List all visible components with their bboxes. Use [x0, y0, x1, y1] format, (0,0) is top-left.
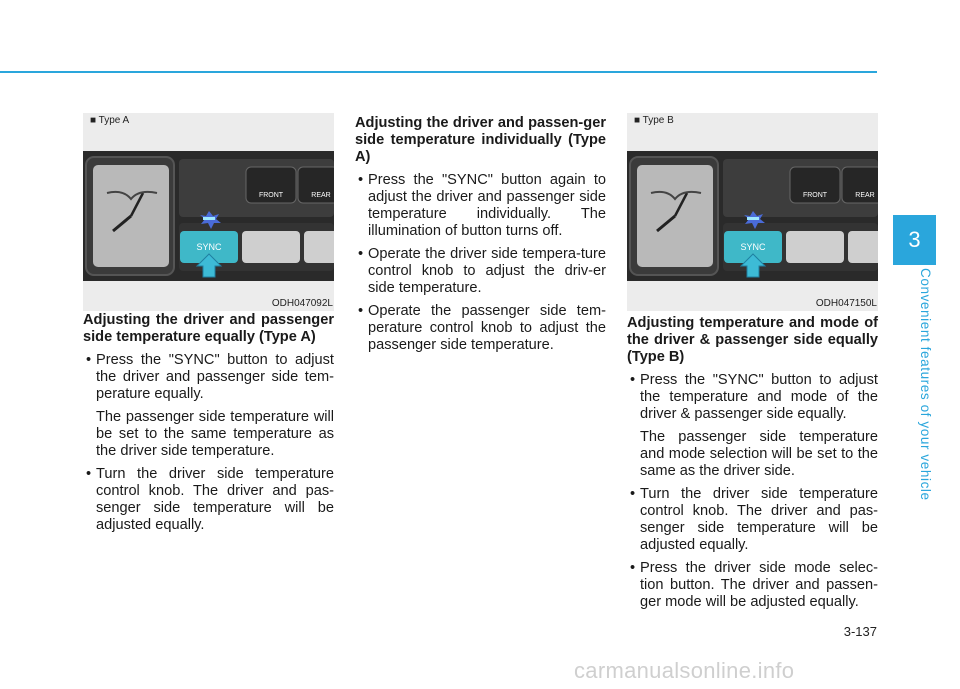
section-heading: Adjusting the driver and passenger side temperature equally (Type A): [83, 312, 334, 345]
climate-panel-illustration-b: [627, 113, 878, 311]
header-rule: [0, 71, 877, 73]
instruction-note: The passenger side temperature will be set to the same temperature as the driver side temperature.: [96, 409, 334, 459]
watermark: carmanualsonline.info: [574, 658, 795, 683]
list-item: [355, 172, 606, 240]
list-item: [83, 466, 334, 534]
section-individual-type-a: [355, 115, 606, 360]
chapter-title-text: Convenient features of your vehicle: [918, 268, 933, 501]
list-item: [627, 486, 878, 554]
section-heading: Adjusting the driver and passen-ger side temperature individually (Type A): [355, 115, 606, 165]
instruction-list: [355, 172, 606, 354]
front-defrost-label: FRONT: [258, 192, 284, 199]
figure-type-label: ■ Type A: [90, 115, 130, 126]
list-item: [627, 372, 878, 480]
list-item: [355, 246, 606, 297]
instruction-text: • Turn the driver side temperature control knob. The driver and pas-senger side temperature will be adjusted equally.: [96, 466, 334, 533]
instruction-text: • Press the "SYNC" button again to adjust the driver and passenger side temperature individually. The illumination of button turns off.: [368, 172, 606, 239]
instruction-note: The passenger side temperature and mode selection will be set to the same as the driver side.: [640, 429, 878, 479]
rear-defrost-label: REAR: [855, 192, 875, 199]
instruction-text: • Press the "SYNC" button to adjust the temperature and mode of the driver & passenger side equally.: [640, 372, 878, 422]
instruction-list: [627, 372, 878, 611]
instruction-text: • Turn the driver side temperature control knob. The driver and pas-senger side temperature will be adjusted equally.: [640, 486, 878, 553]
instruction-text: • Operate the driver side tempera-ture control knob to adjust the driv-er side temperature.: [368, 246, 606, 296]
list-item: [83, 352, 334, 460]
page-number: 3-137: [843, 624, 877, 639]
instruction-text: • Press the driver side mode selec-tion button. The driver and passen-ger mode will be adjusted equally.: [640, 560, 878, 610]
figure-code: ODH047092L: [271, 298, 333, 309]
section-heading: Adjusting temperature and mode of the driver & passenger side equally (Type B): [627, 315, 878, 365]
climate-panel-illustration-a: [83, 113, 334, 311]
instruction-list: [83, 352, 334, 534]
list-item: [627, 560, 878, 611]
sync-button-label: SYNC: [196, 242, 222, 252]
instruction-text: • Operate the passenger side tem-perature control knob to adjust the passenger side temperature.: [368, 303, 606, 353]
section-equal-type-a: [83, 312, 334, 540]
sync-button-label: SYNC: [740, 242, 766, 252]
front-defrost-label: FRONT: [802, 192, 828, 199]
figure-type-a: [83, 113, 334, 311]
figure-code: ODH047150L: [815, 298, 877, 309]
figure-type-label: ■ Type B: [634, 115, 674, 126]
chapter-side-title: [915, 268, 935, 501]
chapter-tab: 3: [893, 215, 936, 265]
list-item: [355, 303, 606, 354]
section-equal-type-b: [627, 315, 878, 617]
rear-defrost-label: REAR: [311, 192, 331, 199]
instruction-text: • Press the "SYNC" button to adjust the driver and passenger side tem-perature equally.: [96, 352, 334, 402]
figure-type-b: [627, 113, 878, 311]
